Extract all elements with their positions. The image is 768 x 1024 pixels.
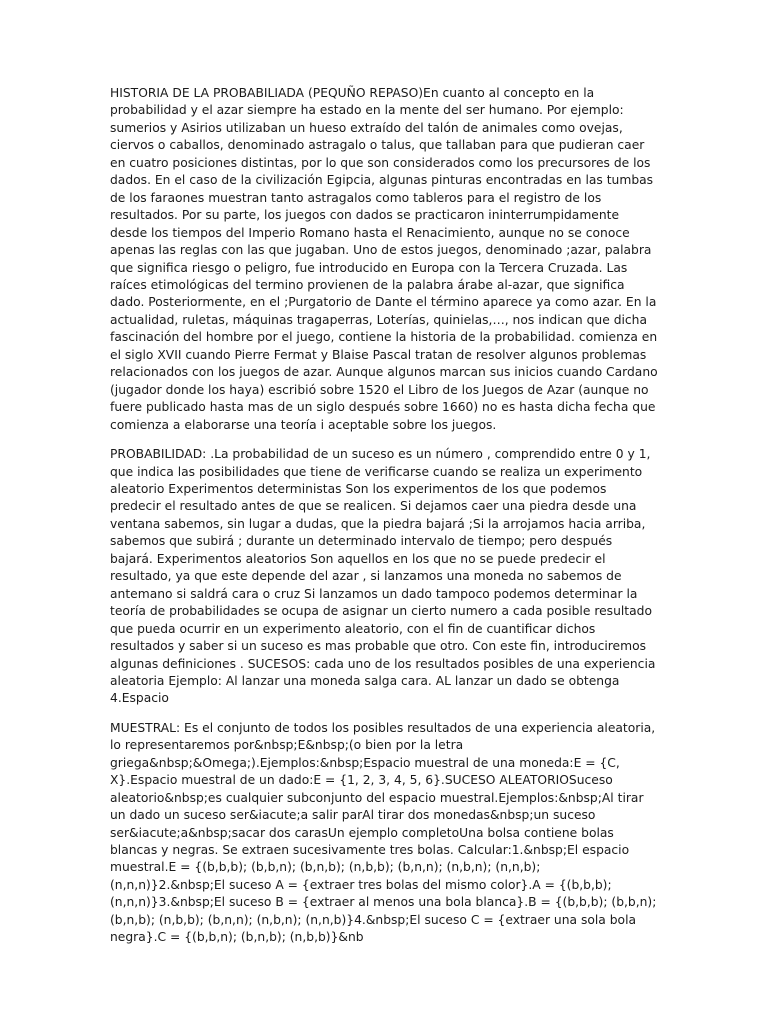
document-body [110,85,658,959]
paragraph-muestral: MUESTRAL: Es el conjunto de todos los posibles resultados de una experiencia aleatoria, lo representaremos por&nbsp;E&nbsp;(o bien por la letra griega&nbsp;&Omega;).Ejemplos:&nbsp;Espacio muestral de una moneda:E = {C, X}.Espacio muestral de un dado:E = {1, 2, 3, 4, 5, 6}.SUCESO ALEATORIOSuceso aleatorio&nbsp;es cualquier subconjunto del espacio muestral.Ejemplos:&nbsp;Al tirar un dado un suceso ser&iacute;a salir parAl tirar dos monedas&nbsp;un suceso ser&iacute;a&nbsp;sacar dos carasUn ejemplo completoUna bolsa contiene bolas blancas y negras. Se extraen sucesivamente tres bolas. Calcular:1.&nbsp;El espacio muestral.E = {(b,b,b); (b,b,n); (b,n,b); (n,b,b); (b,n,n); (n,b,n); (n,n,b); (n,n,n)}2.&nbsp;El suceso A = {extraer tres bolas del mismo color}.A = {(b,b,b); (n,n,n)}3.&nbsp;El suceso B = {extraer al menos una bola blanca}.B = {(b,b,b); (b,b,n); (b,n,b); (n,b,b); (b,n,n); (n,b,n); (n,n,b)}4.&nbsp;El suceso C = {extraer una sola bola negra}.C = {(b,b,n); (b,n,b); (n,b,b)}&nb [110,720,657,945]
paragraph-historia: HISTORIA DE LA PROBABILIADA (PEQUÑO REPASO)En cuanto al concepto en la probabilidad y el azar siempre ha estado en la mente del ser humano. Por ejemplo: sumerios y Asirios utilizaban un hueso extraído del talón de animales como ovejas, ciervos o caballos, denominado astragalo o talus, que tallaban para que pudieran caer en cuatro posiciones distintas, por lo que son considerados como los precursores de los dados. En el caso de la civilización Egipcia, algunas pinturas encontradas en las tumbas de los faraones muestran tanto astragalos como tableros para el registro de los resultados. Por su parte, los juegos con dados se practicaron ininterrumpidamente desde los tiempos del Imperio Romano hasta el Renacimiento, aunque no se conoce apenas las reglas con las que jugaban. Uno de estos juegos, denominado ;azar, palabra que significa riesgo o peligro, fue introducido en Europa con la Tercera Cruzada. Las raíces etimológicas del termino provienen de la palabra árabe al-azar, que significa dado. Posteriormente, en el ;Purgatorio de Dante el término aparece ya como azar. En la actualidad, ruletas, máquinas tragaperras, Loterías, quinielas,…, nos indican que dicha fascinación del hombre por el juego, contiene la historia de la probabilidad. comienza en el siglo XVII cuando Pierre Fermat y Blaise Pascal tratan de resolver algunos problemas relacionados con los juegos de azar. Aunque algunos marcan sus inicios cuando Cardano (jugador donde los haya) escribió sobre 1520 el Libro de los Juegos de Azar (aunque no fuere publicado hasta mas de un siglo después sobre 1660) no es hasta dicha fecha que comienza a elaborarse una teoría i aceptable sobre los juegos. [110,86,658,432]
paragraph-probabilidad: PROBABILIDAD: .La probabilidad de un suceso es un número , comprendido entre 0 y 1, que indica las posibilidades que tiene de verificarse cuando se realiza un experimento aleatorio Experimentos deterministas Son los experimentos de los que podemos predecir el resultado antes de que se realicen. Si dejamos caer una piedra desde una ventana sabemos, sin lugar a dudas, que la piedra bajará ;Si la arrojamos hacia arriba, sabemos que subirá ; durante un determinado intervalo de tiempo; pero después bajará. Experimentos aleatorios Son aquellos en los que no se puede predecir el resultado, ya que este depende del azar , si lanzamos una moneda no sabemos de antemano si saldrá cara o cruz Si lanzamos un dado tampoco podemos determinar la teoría de probabilidades se ocupa de asignar un cierto numero a cada posible resultado que pueda ocurrir en un experimento aleatorio, con el fin de cuantificar dichos resultados y saber si un suceso es mas probable que otro. Con este fin, introduciremos algunas definiciones . SUCESOS: cada uno de los resultados posibles de una experiencia aleatoria Ejemplo: Al lanzar una moneda salga cara. AL lanzar un dado se obtenga 4.Espacio [110,447,656,706]
